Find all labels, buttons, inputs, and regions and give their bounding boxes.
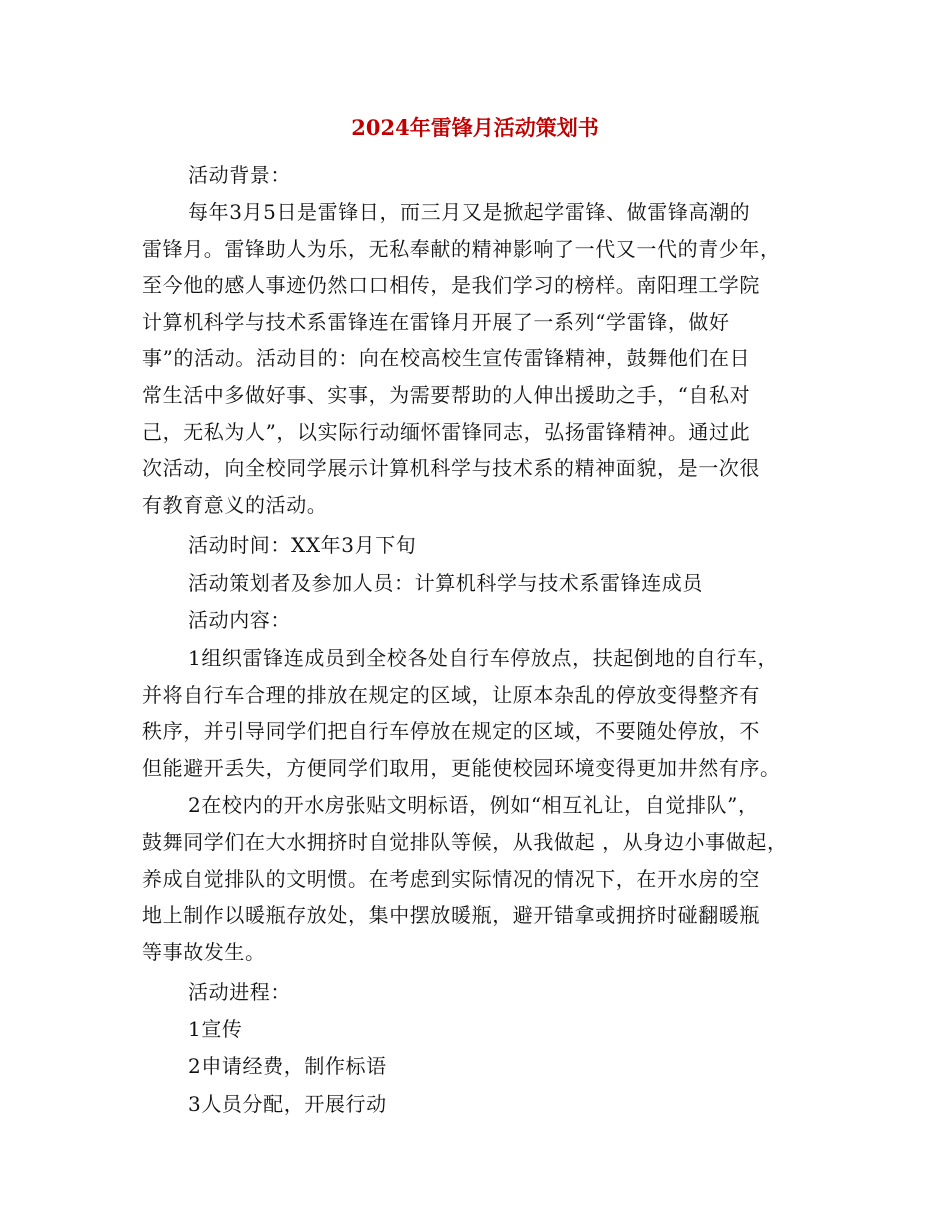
paragraph-line: 但能避开丢失，方便同学们取用，更能使校园环境变得更加井然有序。: [142, 756, 781, 780]
paragraph-line: 雷锋月。雷锋助人为乐，无私奉献的精神影响了一代又一代的青少年，: [142, 237, 781, 261]
activity-time: 活动时间：XX年3月下旬: [188, 533, 417, 557]
section-heading-process: 活动进程：: [188, 980, 291, 1004]
paragraph-line: 次活动，向全校同学展示计算机科学与技术系的精神面貌，是一次很: [142, 456, 760, 480]
process-step: 1宣传: [188, 1017, 243, 1041]
document-title: 2024年雷锋月活动策划书: [351, 115, 599, 140]
activity-organizers: 活动策划者及参加人员：计算机科学与技术系雷锋连成员: [188, 571, 703, 595]
paragraph-line: 常生活中多做好事、实事，为需要帮助的人伸出援助之手，“自私对: [142, 383, 751, 407]
paragraph-line: 至今他的感人事迹仍然口口相传，是我们学习的榜样。南阳理工学院: [142, 273, 760, 297]
paragraph-line: 每年3月5日是雷锋日，而三月又是掀起学雷锋、做雷锋高潮的: [188, 200, 751, 224]
process-step: 2申请经费，制作标语: [188, 1054, 387, 1078]
section-heading-content: 活动内容：: [188, 608, 291, 632]
paragraph-line: 1组织雷锋连成员到全校各处自行车停放点，扶起倒地的自行车，: [188, 646, 779, 670]
paragraph-line: 事”的活动。活动目的：向在校高校生宣传雷锋精神，鼓舞他们在日: [142, 346, 751, 370]
paragraph-line: 并将自行车合理的排放在规定的区域，让原本杂乱的停放变得整齐有: [142, 683, 760, 707]
paragraph-line: 秩序，并引导同学们把自行车停放在规定的区域，不要随处停放，不: [142, 719, 760, 743]
paragraph-line: 有教育意义的活动。: [142, 493, 328, 517]
paragraph-line: 地上制作以暖瓶存放处，集中摆放暖瓶，避开错拿或拥挤时碰翻暖瓶: [142, 903, 760, 927]
paragraph-line: 计算机科学与技术系雷锋连在雷锋月开展了一系列“学雷锋，做好: [142, 310, 730, 334]
process-step: 3人员分配，开展行动: [188, 1092, 387, 1116]
paragraph-line: 养成自觉排队的文明惯。在考虑到实际情况的情况下，在开水房的空: [142, 867, 760, 891]
paragraph-line: 己，无私为人”，以实际行动缅怀雷锋同志，弘扬雷锋精神。通过此: [142, 420, 751, 444]
paragraph-line: 等事故发生。: [142, 940, 266, 964]
section-heading-background: 活动背景：: [188, 163, 291, 187]
paragraph-line: 2在校内的开水房张贴文明标语，例如“相互礼让，自觉排队”，: [188, 793, 759, 817]
paragraph-line: 鼓舞同学们在大水拥挤时自觉排队等候，从我做起 ，从身边小事做起，: [142, 830, 788, 854]
